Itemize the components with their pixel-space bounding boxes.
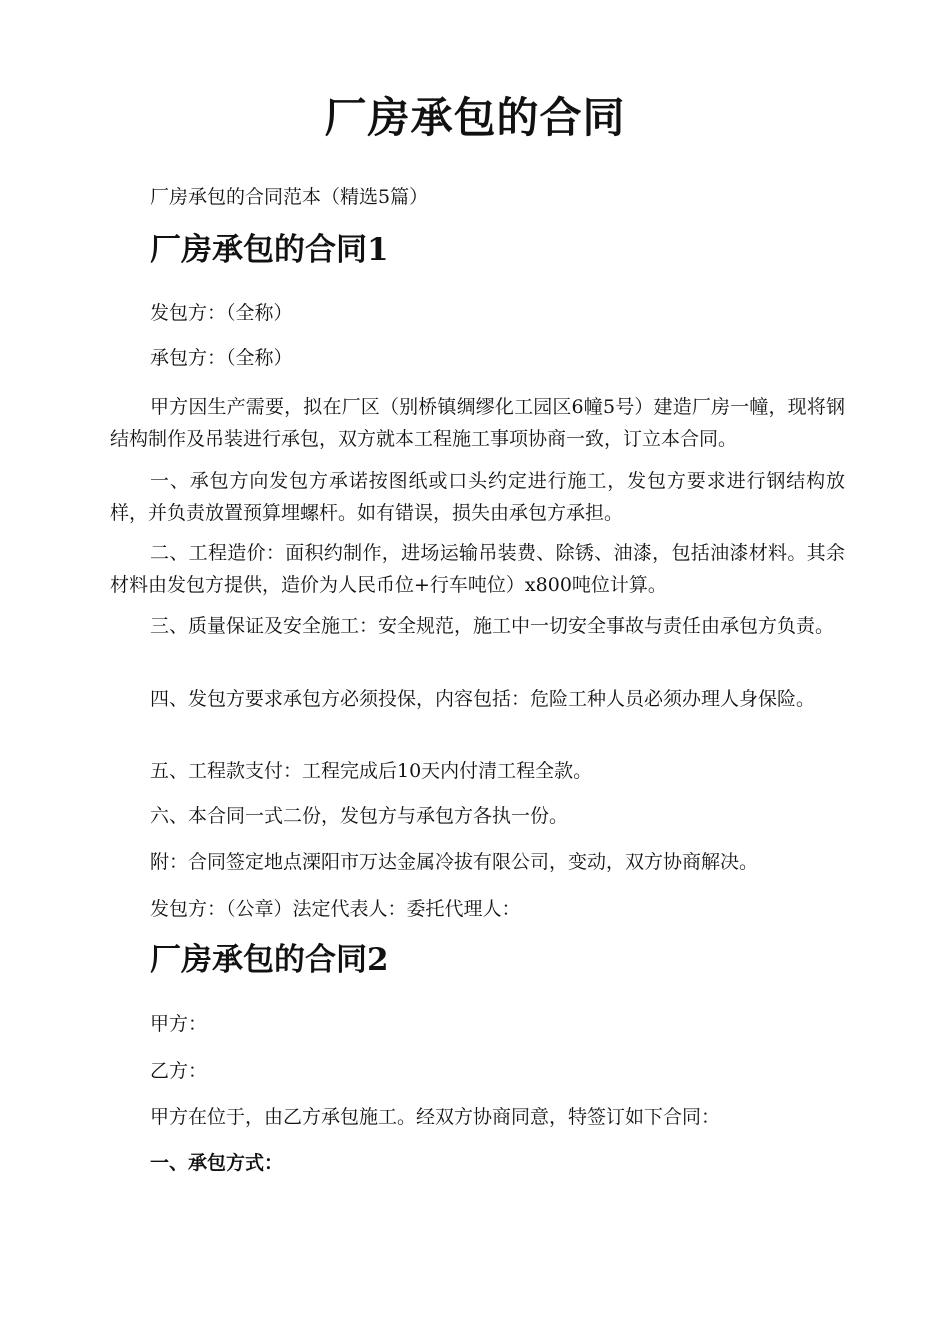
clause-5: 五、工程款支付：工程完成后10天内付清工程全款。 <box>150 760 593 782</box>
party-yi-line: 乙方： <box>150 1060 208 1082</box>
contract-method-heading: 一、承包方式： <box>150 1152 284 1174</box>
clause-1: 一、承包方向发包方承诺按图纸或口头约定进行施工，发包方要求进行钢结构放样，并负责放置预算埋螺杆。如有错误，损失由承包方承担。 <box>110 470 845 524</box>
clause-4: 四、发包方要求承包方必须投保，内容包括：危险工种人员必须办理人身保险。 <box>150 688 816 710</box>
section-2-heading: 厂房承包的合同2 <box>150 942 389 978</box>
clause-6: 六、本合同一式二份，发包方与承包方各执一份。 <box>150 805 569 827</box>
document-title: 厂房承包的合同 <box>324 93 626 142</box>
appendix-line: 附：合同签定地点溧阳市万达金属冷拔有限公司，变动，双方协商解决。 <box>150 851 759 873</box>
party-b-line: 承包方：（全称） <box>150 347 293 369</box>
clause-2: 二、工程造价：面积约制作，进场运输吊装费、除锈、油漆，包括油漆材料。其余材料由发包方提供，造价为人民币位+行车吨位）x800吨位计算。 <box>110 542 845 596</box>
clause-3: 三、质量保证及安全施工：安全规范，施工中一切安全事故与责任由承包方负责。 <box>150 615 835 637</box>
document-subtitle: 厂房承包的合同范本（精选5篇） <box>150 186 429 208</box>
party-jia-line: 甲方： <box>150 1013 208 1035</box>
section-1-heading: 厂房承包的合同1 <box>150 232 389 268</box>
party-a-line: 发包方：（全称） <box>150 302 293 324</box>
signature-line: 发包方：（公章）法定代表人：委托代理人： <box>150 898 521 920</box>
agreement-intro: 甲方在位于，由乙方承包施工。经双方协商同意，特签订如下合同： <box>150 1106 721 1128</box>
intro-paragraph: 甲方因生产需要，拟在厂区（别桥镇绸缪化工园区6幢5号）建造厂房一幢，现将钢结构制作及吊装进行承包，双方就本工程施工事项协商一致，订立本合同。 <box>110 396 845 450</box>
